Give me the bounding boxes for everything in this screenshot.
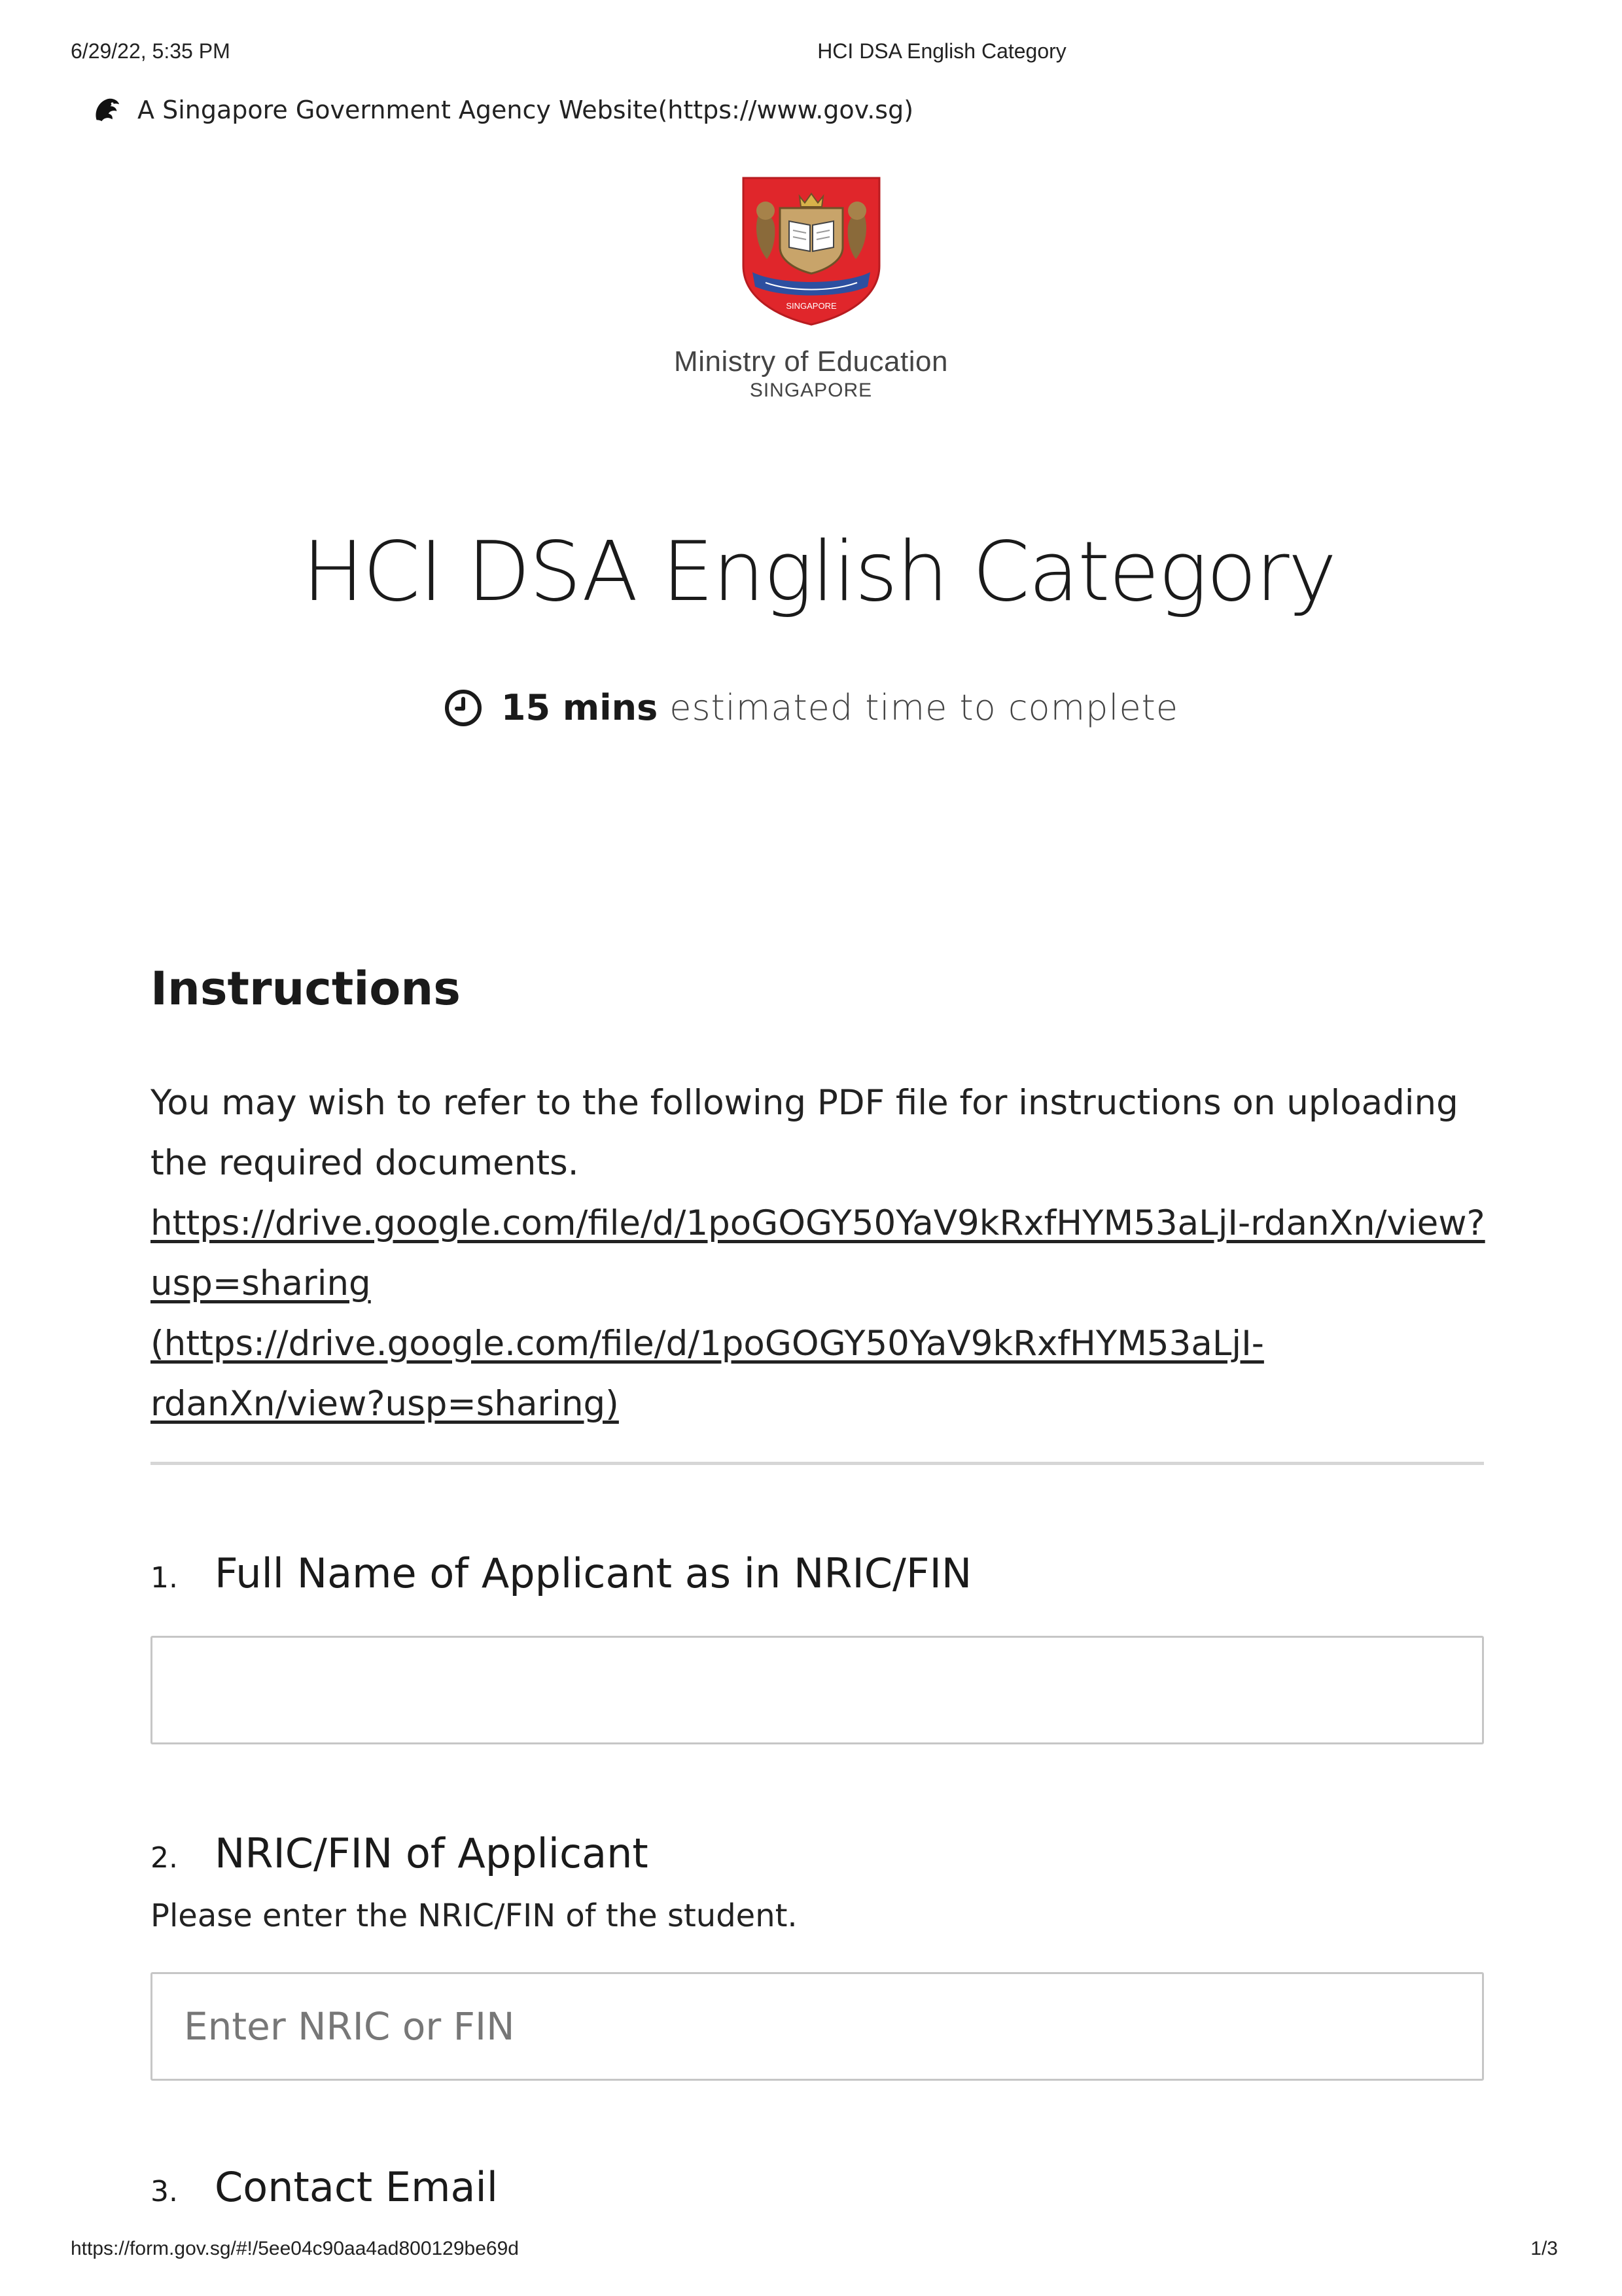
instructions-pdf-link[interactable]: [150, 1203, 1485, 1424]
print-footer-url: https://form.gov.sg/#!/5ee04c90aa4ad800129be69d: [71, 2238, 519, 2259]
question-1-label: [150, 1549, 972, 1597]
lion-head-icon: [92, 95, 122, 125]
question-2-label: [150, 1829, 648, 1877]
moe-country: SINGAPORE: [749, 380, 873, 401]
full-name-input[interactable]: [150, 1636, 1484, 1744]
instructions-heading: Instructions: [150, 962, 461, 1016]
question-2-description: Please enter the NRIC/FIN of the student.: [150, 1898, 798, 1934]
section-divider: [150, 1462, 1484, 1465]
moe-logo: [0, 174, 1622, 402]
instructions-text: You may wish to refer to the following PDF file for instructions on uploading the required documents.: [150, 1083, 1458, 1183]
nric-fin-input[interactable]: [150, 1972, 1484, 2081]
question-2-text: NRIC/FIN of Applicant: [215, 1829, 648, 1877]
question-3-label: [150, 2163, 498, 2211]
form-title-text: HCI DSA English Category: [302, 523, 1336, 620]
time-description: estimated time to complete: [669, 687, 1179, 728]
question-3-text: Contact Email: [215, 2163, 498, 2211]
question-2-number: 2.: [150, 1841, 178, 1875]
instructions-body: [150, 1073, 1485, 1434]
estimated-time: [0, 687, 1622, 728]
clock-icon: [444, 688, 483, 728]
instructions-link-text: https://drive.google.com/file/d/1poGOGY50YaV9kRxfHYM53aLjI-rdanXn/view?usp=sharing: [150, 1203, 1485, 1303]
instructions-link-url: (https://drive.google.com/file/d/1poGOGY50YaV9kRxfHYM53aLjI-rdanXn/view?usp=sharing): [150, 1324, 1264, 1424]
print-page-title: HCI DSA English Category: [817, 39, 1067, 63]
form-title: [0, 523, 1622, 620]
moe-name: Ministry of Education: [674, 345, 948, 378]
print-header: [0, 39, 1622, 72]
gov-banner[interactable]: [92, 90, 913, 130]
question-1-number: 1.: [150, 1561, 178, 1595]
moe-crest-icon: [739, 174, 883, 326]
gov-banner-text: A Singapore Government Agency Website(https://www.gov.sg): [137, 96, 914, 124]
crest-ribbon-text: SINGAPORE: [785, 301, 837, 311]
question-3-number: 3.: [150, 2175, 178, 2208]
question-1-text: Full Name of Applicant as in NRIC/FIN: [215, 1549, 972, 1597]
print-page-title-wrap: [0, 39, 1622, 63]
print-page-number: 1/3: [1530, 2238, 1558, 2259]
print-datetime: 6/29/22, 5:35 PM: [71, 39, 230, 63]
time-value: 15 mins: [501, 687, 658, 728]
